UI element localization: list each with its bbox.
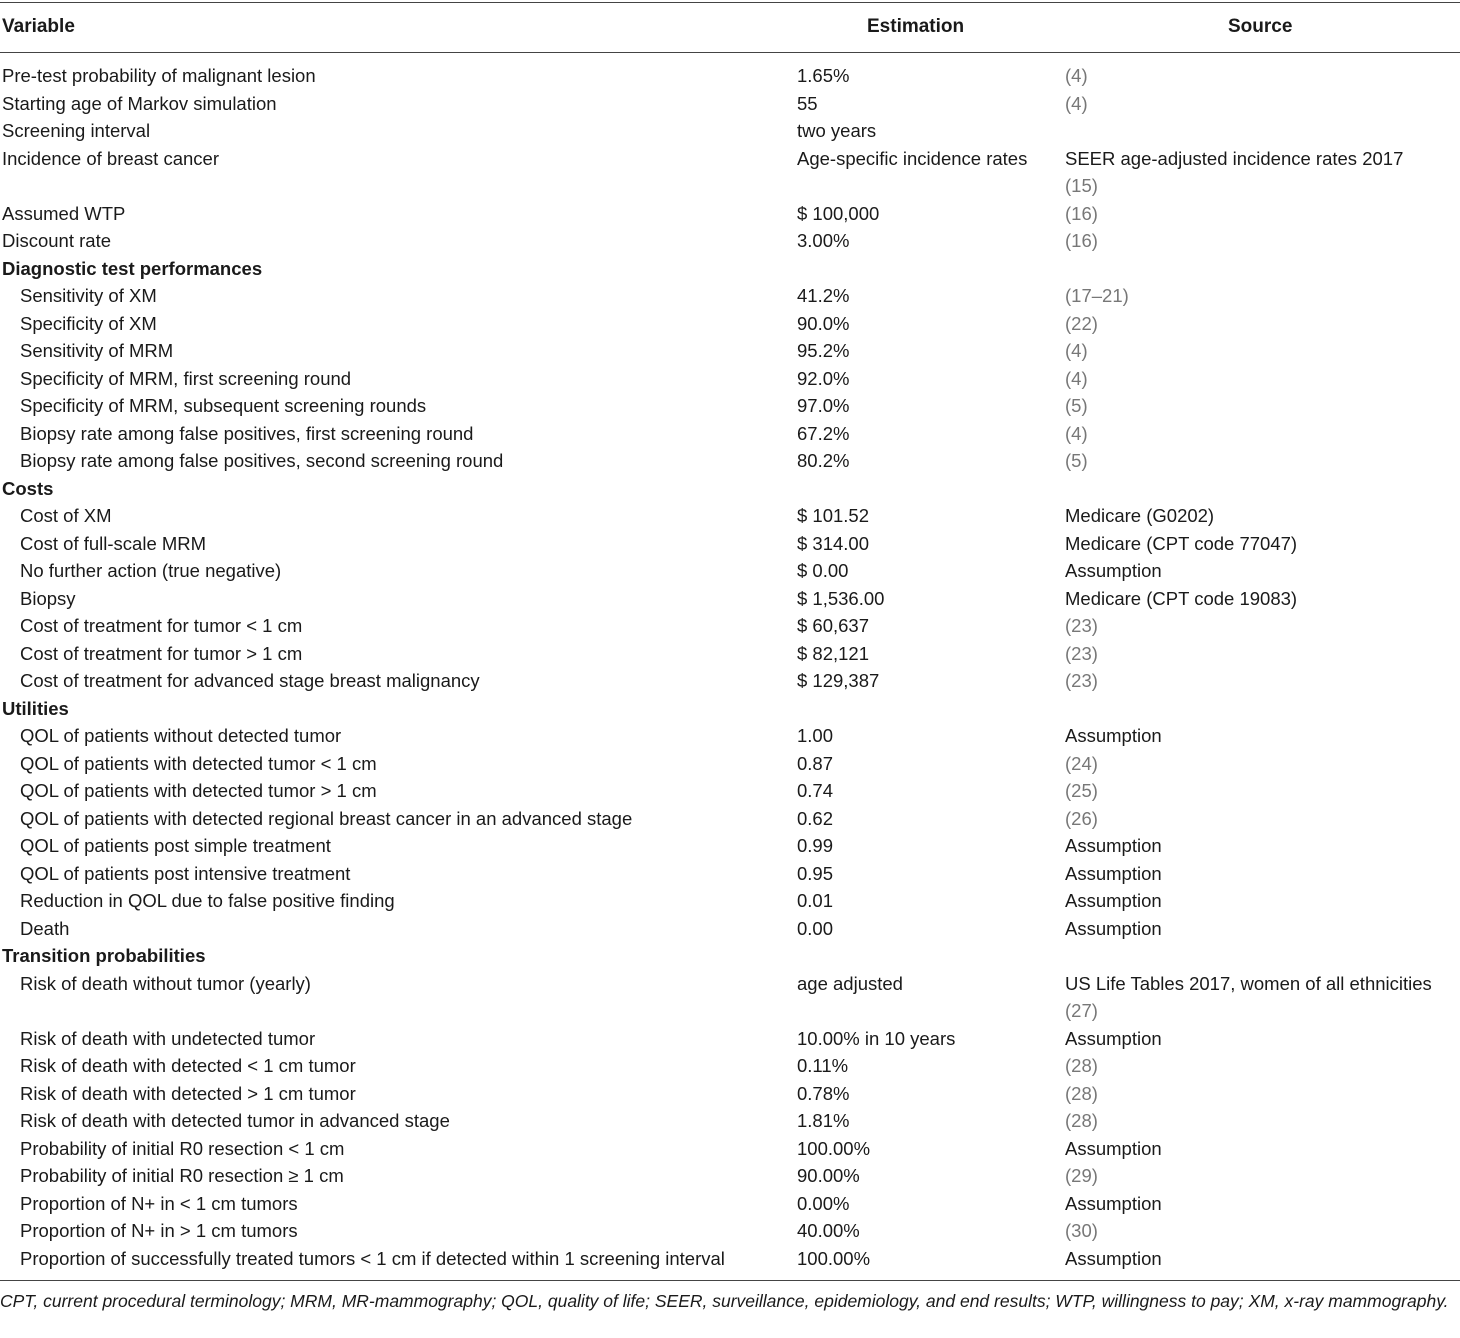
table-footnote: CPT, current procedural terminology; MRM, MR-mammography; QOL, quality of life; SEER, surveillance, epidemiology, and end results; WTP, willingness to pay; XM, x-ray mammography.	[0, 1291, 1449, 1311]
table-row	[0, 1052, 1460, 1080]
table-row	[0, 860, 1460, 888]
source-text: Assumption	[1065, 862, 1162, 884]
source-text: Assumption	[1065, 1247, 1162, 1269]
variable-cell: QOL of patients with detected tumor > 1 cm	[20, 780, 377, 801]
source-cell	[1065, 1190, 1460, 1218]
estimation-cell: 100.00%	[797, 1247, 871, 1269]
table-row	[0, 310, 1460, 338]
variable-cell: Proportion of N+ in > 1 cm tumors	[20, 1220, 298, 1241]
table-row	[0, 722, 1460, 750]
estimation-cell: 95.2%	[797, 340, 850, 361]
source-cell	[1065, 557, 1460, 585]
source-text: Medicare (CPT code 77047)	[1065, 532, 1298, 554]
source-cell	[1065, 337, 1460, 365]
variable-cell: No further action (true negative)	[20, 560, 282, 581]
estimation-cell: 90.0%	[797, 312, 850, 334]
estimation-cell: 1.65%	[797, 65, 850, 86]
source-cell	[1065, 1217, 1460, 1245]
table-row	[0, 1217, 1460, 1245]
estimation-cell: 40.00%	[797, 1220, 860, 1241]
header-variable: Variable	[2, 16, 75, 37]
source-cell	[1065, 887, 1460, 915]
variable-cell: Cost of treatment for advanced stage breast malignancy	[20, 670, 480, 691]
estimation-cell: 97.0%	[797, 395, 850, 416]
source-cell	[1065, 915, 1460, 943]
table-row	[0, 750, 1460, 778]
variable-cell: QOL of patients with detected regional breast cancer in an advanced stage	[20, 807, 633, 829]
table-row	[0, 1245, 1460, 1273]
source-cell	[1065, 1245, 1460, 1273]
source-text: (23)	[1065, 615, 1098, 636]
estimation-cell: 90.00%	[797, 1165, 860, 1186]
variable-cell: Proportion of successfully treated tumors < 1 cm if detected within 1 screening interval	[20, 1247, 725, 1269]
source-cell	[1065, 640, 1460, 668]
source-text: Assumption	[1065, 560, 1162, 581]
source-text: Assumption	[1065, 1137, 1162, 1159]
variable-cell: Starting age of Markov simulation	[2, 92, 277, 114]
source-text: (4)	[1065, 340, 1088, 361]
source-text: (5)	[1065, 450, 1088, 471]
table-row	[0, 90, 1460, 118]
variable-cell: QOL of patients post simple treatment	[20, 835, 331, 856]
source-cell	[1065, 750, 1460, 778]
table-row	[0, 915, 1460, 943]
table-row	[0, 502, 1460, 530]
source-text: (29)	[1065, 1165, 1098, 1186]
table-row	[0, 640, 1460, 668]
source-cell	[1065, 585, 1460, 613]
section-title: Utilities	[2, 697, 69, 719]
source-cell	[1065, 722, 1460, 750]
table-row	[0, 887, 1460, 915]
source-cell	[1065, 502, 1460, 530]
table-row	[0, 832, 1460, 860]
source-text: US Life Tables 2017, women of all ethnicities	[1065, 972, 1432, 994]
source-text: (4)	[1065, 367, 1088, 389]
variable-cell: Incidence of breast cancer	[2, 147, 219, 169]
variable-cell: Specificity of MRM, subsequent screening rounds	[20, 395, 427, 416]
table-row	[0, 392, 1460, 420]
variable-cell: QOL of patients without detected tumor	[20, 725, 342, 746]
table-row	[0, 557, 1460, 585]
estimation-cell: 0.99	[797, 835, 834, 856]
estimation-cell: 3.00%	[797, 230, 850, 251]
variable-cell: Sensitivity of MRM	[20, 340, 174, 361]
table-row	[0, 667, 1460, 695]
top-rule	[0, 2, 1460, 3]
source-text: (30)	[1065, 1220, 1098, 1241]
source-text: (25)	[1065, 780, 1098, 801]
table-row	[0, 365, 1460, 393]
variable-cell: Sensitivity of XM	[20, 285, 157, 306]
estimation-cell: 0.95	[797, 862, 834, 884]
variable-cell: Cost of full-scale MRM	[20, 532, 207, 554]
section-header-row	[0, 475, 1460, 503]
estimation-cell: $ 314.00	[797, 532, 870, 554]
table-row	[0, 282, 1460, 310]
source-text: (4)	[1065, 422, 1088, 444]
source-reference: (27)	[1065, 1000, 1098, 1021]
estimation-cell: 0.01	[797, 890, 834, 911]
source-text: Assumption	[1065, 725, 1162, 746]
source-text: Assumption	[1065, 890, 1162, 911]
source-cell	[1065, 832, 1460, 860]
variable-cell: Risk of death with undetected tumor	[20, 1027, 316, 1049]
source-cell	[1065, 667, 1460, 695]
table-row	[0, 1135, 1460, 1163]
section-header-row	[0, 695, 1460, 723]
source-text: (23)	[1065, 642, 1098, 664]
table-row	[0, 805, 1460, 833]
variable-cell: Probability of initial R0 resection ≥ 1 cm	[20, 1165, 344, 1186]
estimation-cell: $ 60,637	[797, 615, 870, 636]
table-body	[0, 62, 1460, 1272]
estimation-cell: 67.2%	[797, 422, 850, 444]
header-estimation: Estimation	[867, 16, 965, 37]
estimation-cell: 92.0%	[797, 367, 850, 389]
source-cell	[1065, 200, 1460, 228]
variable-cell: Risk of death with detected > 1 cm tumor	[20, 1082, 356, 1104]
estimation-cell: 0.11%	[797, 1055, 849, 1076]
source-cell	[1065, 1052, 1460, 1080]
variable-cell: Death	[20, 917, 70, 939]
variable-cell: QOL of patients with detected tumor < 1 cm	[20, 752, 377, 774]
variable-cell: Risk of death without tumor (yearly)	[20, 972, 311, 994]
section-title: Diagnostic test performances	[2, 257, 263, 279]
header-source: Source	[1228, 16, 1293, 37]
source-text: (4)	[1065, 92, 1088, 114]
estimation-cell: age adjusted	[797, 972, 903, 994]
variable-cell: Risk of death with detected < 1 cm tumor	[20, 1055, 356, 1076]
source-text: (4)	[1065, 65, 1088, 86]
source-cell	[1065, 447, 1460, 475]
bottom-rule	[0, 1280, 1460, 1281]
source-text: (28)	[1065, 1110, 1098, 1131]
source-cell	[1065, 227, 1460, 255]
estimation-cell: $ 82,121	[797, 642, 870, 664]
source-text: (5)	[1065, 395, 1088, 416]
variable-cell: Specificity of MRM, first screening round	[20, 367, 352, 389]
source-cell	[1065, 1025, 1460, 1053]
source-cell	[1065, 970, 1460, 1025]
estimation-cell: 0.74	[797, 780, 834, 801]
source-text: (24)	[1065, 752, 1098, 774]
source-text: (23)	[1065, 670, 1098, 691]
source-text: (28)	[1065, 1055, 1098, 1076]
source-text: Assumption	[1065, 1192, 1162, 1214]
section-header-row	[0, 255, 1460, 283]
source-cell	[1065, 365, 1460, 393]
estimation-cell: 1.00	[797, 725, 834, 746]
variable-cell: Assumed WTP	[2, 202, 126, 224]
table-row	[0, 1080, 1460, 1108]
table-row	[0, 1107, 1460, 1135]
estimation-cell: 41.2%	[797, 285, 850, 306]
section-title: Costs	[2, 477, 54, 499]
table-row	[0, 777, 1460, 805]
source-cell	[1065, 612, 1460, 640]
source-cell	[1065, 777, 1460, 805]
variable-cell: Biopsy rate among false positives, first screening round	[20, 422, 474, 444]
variable-cell: Cost of treatment for tumor < 1 cm	[20, 615, 303, 636]
variable-cell: Biopsy	[20, 587, 76, 609]
estimation-cell: 0.62	[797, 807, 834, 829]
variable-cell: Biopsy rate among false positives, second screening round	[20, 450, 504, 471]
estimation-cell: 0.78%	[797, 1082, 850, 1104]
estimation-cell: 10.00% in 10 years	[797, 1027, 956, 1049]
source-cell	[1065, 805, 1460, 833]
table-row	[0, 62, 1460, 90]
source-cell	[1065, 860, 1460, 888]
source-cell	[1065, 420, 1460, 448]
header-rule	[0, 52, 1460, 53]
section-title: Transition probabilities	[2, 945, 206, 966]
table-row	[0, 200, 1460, 228]
source-text: (28)	[1065, 1082, 1098, 1104]
estimation-cell: 80.2%	[797, 450, 850, 471]
variable-cell: Cost of XM	[20, 505, 112, 526]
source-cell	[1065, 62, 1460, 90]
estimation-cell: 0.00%	[797, 1192, 850, 1214]
table-row	[0, 1162, 1460, 1190]
table-row	[0, 970, 1460, 1025]
estimation-cell: $ 129,387	[797, 670, 880, 691]
source-cell	[1065, 1162, 1460, 1190]
variable-cell: Proportion of N+ in < 1 cm tumors	[20, 1192, 298, 1214]
source-text: (22)	[1065, 312, 1098, 334]
estimation-cell: 55	[797, 92, 818, 114]
source-text: Medicare (G0202)	[1065, 505, 1215, 526]
table-row	[0, 145, 1460, 200]
source-cell	[1065, 392, 1460, 420]
source-cell	[1065, 310, 1460, 338]
source-cell	[1065, 90, 1460, 118]
table-row	[0, 337, 1460, 365]
estimation-cell: Age-specific incidence rates	[797, 147, 1028, 169]
source-text: SEER age-adjusted incidence rates 2017	[1065, 147, 1404, 169]
variable-cell: QOL of patients post intensive treatment	[20, 862, 351, 884]
source-cell	[1065, 145, 1460, 200]
source-text: Medicare (CPT code 19083)	[1065, 587, 1298, 609]
source-cell	[1065, 530, 1460, 558]
section-header-row	[0, 942, 1460, 970]
source-text: Assumption	[1065, 917, 1162, 939]
estimation-cell: 100.00%	[797, 1137, 871, 1159]
table-row	[0, 1025, 1460, 1053]
source-reference: (15)	[1065, 175, 1098, 196]
source-cell	[1065, 1080, 1460, 1108]
source-text: (16)	[1065, 202, 1098, 224]
source-text: (17–21)	[1065, 285, 1129, 306]
estimation-cell: $ 101.52	[797, 505, 870, 526]
table-row	[0, 447, 1460, 475]
table-row	[0, 530, 1460, 558]
source-cell	[1065, 1135, 1460, 1163]
table-row	[0, 585, 1460, 613]
source-text: Assumption	[1065, 835, 1162, 856]
variable-cell: Pre-test probability of malignant lesion	[2, 65, 316, 86]
estimation-cell: $ 100,000	[797, 202, 880, 224]
variable-cell: Risk of death with detected tumor in advanced stage	[20, 1110, 450, 1131]
variable-cell: Reduction in QOL due to false positive finding	[20, 890, 395, 911]
source-text: Assumption	[1065, 1027, 1162, 1049]
source-cell	[1065, 1107, 1460, 1135]
estimation-cell: 0.87	[797, 752, 834, 774]
source-text: (16)	[1065, 230, 1098, 251]
variable-cell: Specificity of XM	[20, 312, 157, 334]
estimation-cell: $ 1,536.00	[797, 587, 885, 609]
table-row	[0, 1190, 1460, 1218]
estimation-cell: 1.81%	[797, 1110, 850, 1131]
table-row	[0, 227, 1460, 255]
table-row	[0, 612, 1460, 640]
estimation-cell: two years	[797, 120, 877, 141]
variable-cell: Discount rate	[2, 230, 111, 251]
variable-cell: Cost of treatment for tumor > 1 cm	[20, 642, 303, 664]
table-row	[0, 420, 1460, 448]
source-cell	[1065, 282, 1460, 310]
table-row	[0, 117, 1460, 145]
estimation-cell: $ 0.00	[797, 560, 849, 581]
variable-cell: Probability of initial R0 resection < 1 cm	[20, 1137, 345, 1159]
source-text: (26)	[1065, 807, 1098, 829]
estimation-cell: 0.00	[797, 917, 834, 939]
variable-cell: Screening interval	[2, 120, 151, 141]
